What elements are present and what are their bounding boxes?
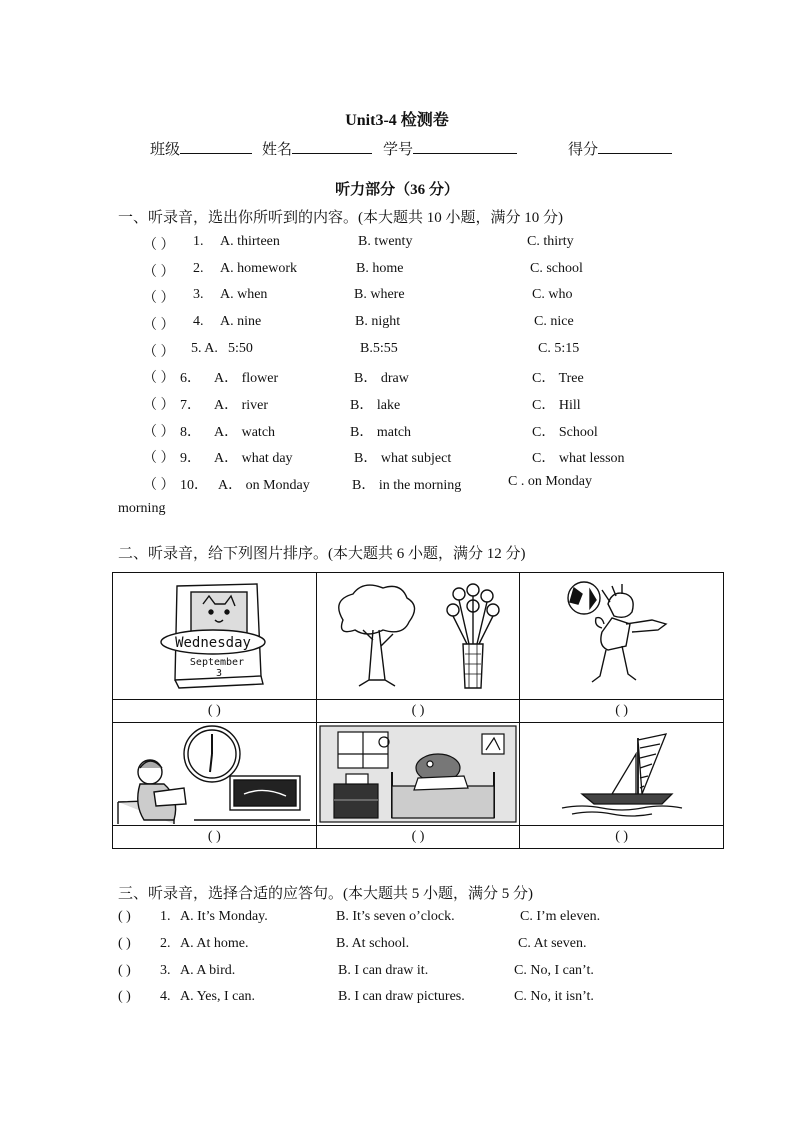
question-number: 1. [193, 234, 204, 249]
calendar-month: September [190, 657, 245, 668]
option-b: B． lake [350, 398, 401, 413]
question-number: 5. A. [191, 341, 218, 356]
section3-heading: 三、听录音，选择合适的应答句。(本大题共 5 小题，满分 5 分) [118, 886, 533, 902]
option-a: A． on Monday [218, 478, 310, 493]
section2-heading: 二、听录音，给下列图片排序。(本大题共 6 小题，满分 12 分) [118, 546, 526, 562]
option-b: B． draw [354, 371, 409, 386]
question-number: 2. [160, 936, 171, 951]
clock-and-tv-icon [114, 724, 314, 824]
section1-heading: 一、听录音，选出你所听到的内容。(本大题共 10 小题，满分 10 分) [118, 210, 563, 226]
option-b: B. twenty [358, 234, 413, 249]
order-paren[interactable]: ( ) [316, 826, 520, 849]
option-c: C． Hill [532, 398, 581, 413]
option-b: B. I can draw it. [338, 963, 429, 978]
option-a: 5:50 [228, 341, 253, 356]
number-field[interactable] [383, 138, 517, 159]
option-a: A. At home. [180, 936, 249, 951]
name-field[interactable] [262, 138, 372, 159]
option-c: C. No, it isn’t. [514, 989, 594, 1004]
number-blank[interactable] [413, 139, 517, 154]
option-b: B. I can draw pictures. [338, 989, 465, 1004]
option-b: B.5:55 [360, 341, 398, 356]
order-paren[interactable]: ( ) [113, 826, 317, 849]
answer-paren[interactable]: （ ） [143, 425, 175, 440]
option-b: B． what subject [354, 451, 452, 466]
question-number: 2. [193, 261, 204, 276]
option-c: C． what lesson [532, 451, 625, 466]
calendar-date: 3 [216, 668, 223, 679]
order-paren[interactable]: ( ) [113, 700, 317, 723]
answer-paren[interactable]: （ ） [143, 318, 175, 333]
picture-tree-flowers [316, 573, 520, 700]
option-a: A． watch [214, 425, 276, 440]
option-b: B. It’s seven o’clock. [336, 909, 455, 924]
option-a: A． river [214, 398, 269, 413]
option-a: A. A bird. [180, 963, 236, 978]
answer-paren[interactable]: （ ） [143, 291, 175, 306]
question-number: 3. [193, 287, 204, 302]
option-c: C . on Monday [508, 474, 592, 489]
answer-paren[interactable]: ( ) [118, 936, 131, 951]
calendar-day: Wednesday [175, 635, 252, 651]
order-paren[interactable]: ( ) [520, 826, 724, 849]
option-c: C. I’m eleven. [520, 909, 601, 924]
option-c: C. nice [534, 314, 574, 329]
answer-paren[interactable]: （ ） [143, 451, 175, 466]
answer-paren[interactable]: ( ) [118, 909, 131, 924]
option-a: A． what day [214, 451, 293, 466]
answer-paren[interactable]: （ ） [143, 238, 175, 253]
question-number: 1. [160, 909, 171, 924]
score-blank[interactable] [598, 139, 672, 154]
option-a: A. thirteen [220, 234, 280, 249]
option-b: B. where [354, 287, 405, 302]
option-b: B. At school. [336, 936, 410, 951]
option-b: B. home [356, 261, 404, 276]
tree-and-flowers-icon [323, 580, 513, 692]
option-c: C. who [532, 287, 573, 302]
question-number: 4. [193, 314, 204, 329]
answer-paren[interactable]: ( ) [118, 963, 131, 978]
option-a: A. It’s Monday. [180, 909, 268, 924]
order-paren[interactable]: ( ) [520, 700, 724, 723]
option-a: A. nine [220, 314, 262, 329]
option-a: A. when [220, 287, 268, 302]
picture-calendar [113, 573, 317, 700]
name-blank[interactable] [292, 139, 372, 154]
class-label: 班级 [150, 142, 181, 158]
boy-playing-ball-icon [542, 580, 702, 692]
option-b: B． in the morning [352, 478, 462, 493]
option-b: B. night [355, 314, 401, 329]
picture-clock-tv [113, 723, 317, 826]
option-c: C. school [530, 261, 583, 276]
option-c: C. At seven. [518, 936, 587, 951]
picture-table [112, 572, 724, 849]
question-number: 8． [180, 425, 201, 440]
option-c: C. 5:15 [538, 341, 580, 356]
question-number: 9． [180, 451, 201, 466]
picture-boy-ball [520, 573, 724, 700]
option-a: A． flower [214, 371, 279, 386]
answer-paren[interactable]: ( ) [118, 989, 131, 1004]
answer-paren[interactable]: （ ） [143, 265, 175, 280]
listening-part-title: 听力部分（36 分） [335, 182, 459, 198]
option-b: B． match [350, 425, 412, 440]
page-title: Unit3-4 检测卷 [345, 112, 449, 129]
option-c: C． School [532, 425, 598, 440]
option-c: C． Tree [532, 371, 584, 386]
question-number: 6． [180, 371, 201, 386]
class-blank[interactable] [180, 139, 252, 154]
option-a: A. homework [220, 261, 297, 276]
question-number: 3. [160, 963, 171, 978]
number-label: 学号 [383, 142, 414, 158]
sailboat-icon [542, 724, 702, 824]
order-paren[interactable]: ( ) [316, 700, 520, 723]
score-label: 得分 [568, 142, 599, 158]
question-number: 10． [180, 478, 208, 493]
answer-paren[interactable]: （ ） [143, 371, 175, 386]
option-c-wrap: morning [118, 501, 166, 516]
question-number: 4. [160, 989, 171, 1004]
picture-sailboat [520, 723, 724, 826]
answer-paren[interactable]: （ ） [143, 345, 175, 360]
option-c: C. thirty [527, 234, 574, 249]
class-field[interactable] [150, 138, 252, 159]
dog-in-bed-icon [318, 724, 518, 824]
picture-bedroom [316, 723, 520, 826]
score-field[interactable] [568, 138, 672, 159]
name-label: 姓名 [262, 142, 293, 158]
option-a: A. Yes, I can. [180, 989, 256, 1004]
option-c: C. No, I can’t. [514, 963, 594, 978]
calendar-icon [139, 580, 289, 692]
question-number: 7． [180, 398, 201, 413]
answer-paren[interactable]: （ ） [143, 478, 175, 493]
answer-paren[interactable]: （ ） [143, 398, 175, 413]
